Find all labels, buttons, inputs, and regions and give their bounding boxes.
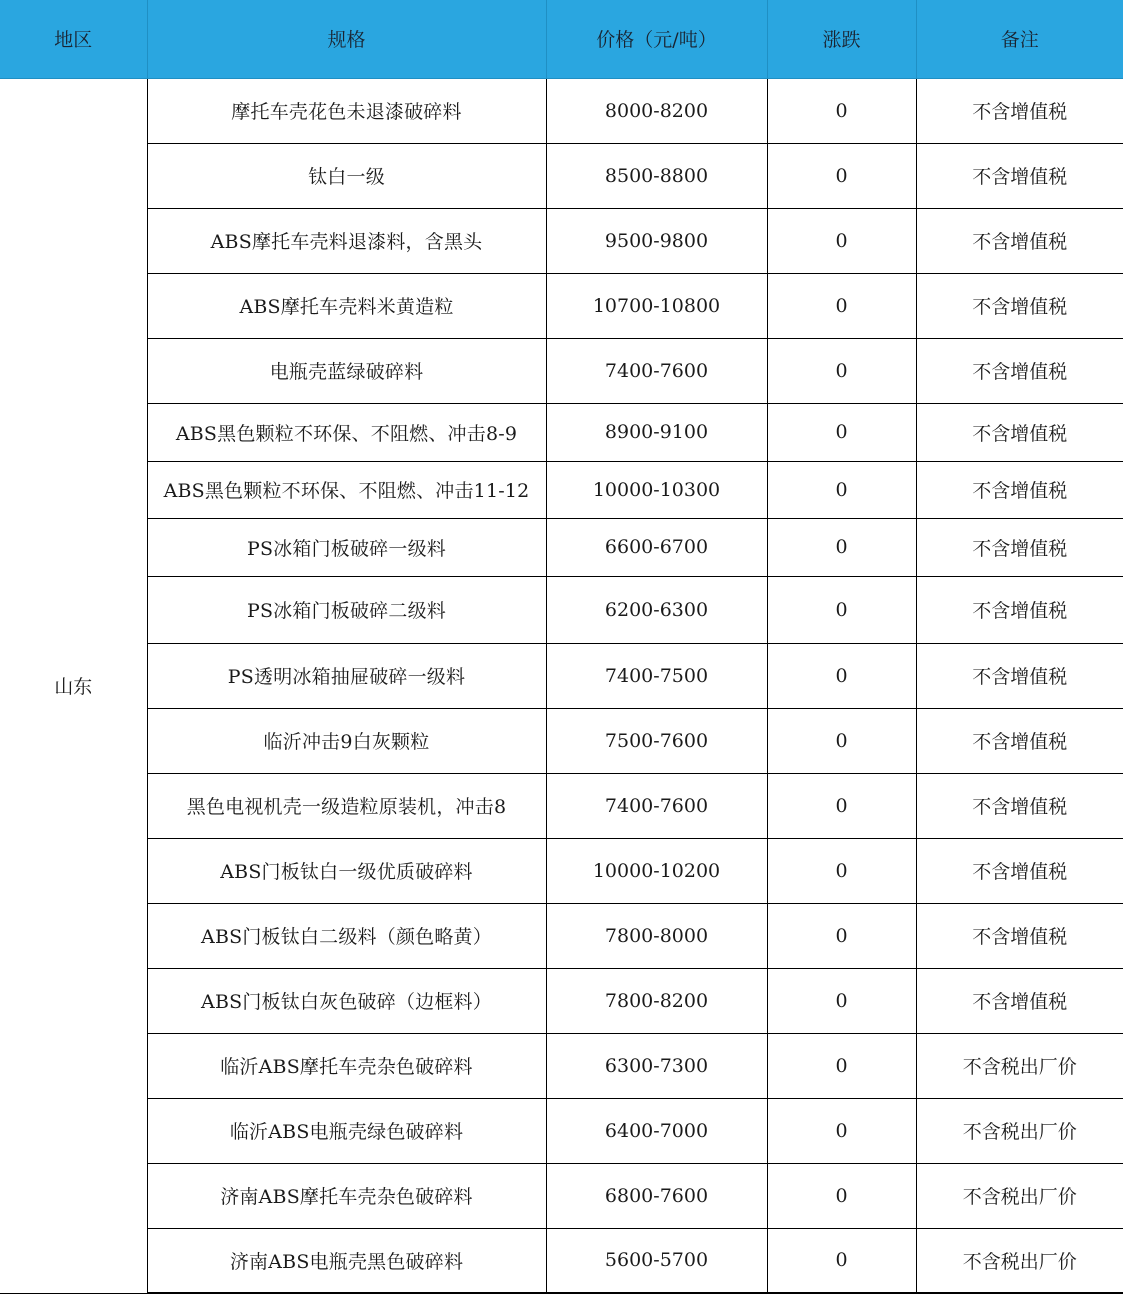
change-cell: 0 xyxy=(767,208,916,273)
price-cell: 7800-8200 xyxy=(546,968,767,1033)
price-cell: 9500-9800 xyxy=(546,208,767,273)
note-cell: 不含增值税 xyxy=(916,518,1123,576)
table-row xyxy=(0,403,1123,461)
table-row xyxy=(0,1228,1123,1293)
note-cell: 不含税出厂价 xyxy=(916,1098,1123,1163)
spec-cell: 电瓶壳蓝绿破碎料 xyxy=(147,338,546,403)
note-cell: 不含增值税 xyxy=(916,338,1123,403)
note-cell: 不含增值税 xyxy=(916,576,1123,643)
spec-cell: 摩托车壳花色未退漆破碎料 xyxy=(147,78,546,143)
note-cell: 不含增值税 xyxy=(916,208,1123,273)
spec-cell: 济南ABS摩托车壳杂色破碎料 xyxy=(147,1163,546,1228)
table-row xyxy=(0,338,1123,403)
change-cell: 0 xyxy=(767,838,916,903)
change-cell: 0 xyxy=(767,143,916,208)
header-row xyxy=(0,0,1123,78)
table-row xyxy=(0,1163,1123,1228)
change-cell: 0 xyxy=(767,708,916,773)
change-cell: 0 xyxy=(767,903,916,968)
table-row xyxy=(0,643,1123,708)
price-cell: 8500-8800 xyxy=(546,143,767,208)
change-cell: 0 xyxy=(767,403,916,461)
price-cell: 6200-6300 xyxy=(546,576,767,643)
change-cell: 0 xyxy=(767,518,916,576)
change-cell: 0 xyxy=(767,968,916,1033)
note-cell: 不含税出厂价 xyxy=(916,1228,1123,1293)
spec-cell: ABS门板钛白二级料（颜色略黄） xyxy=(147,903,546,968)
header-spec: 规格 xyxy=(147,0,546,78)
table-header xyxy=(0,0,1123,78)
change-cell: 0 xyxy=(767,461,916,518)
table-row xyxy=(0,78,1123,143)
spec-cell: PS冰箱门板破碎二级料 xyxy=(147,576,546,643)
note-cell: 不含增值税 xyxy=(916,461,1123,518)
spec-cell: ABS黑色颗粒不环保、不阻燃、冲击11-12 xyxy=(147,461,546,518)
note-cell: 不含增值税 xyxy=(916,273,1123,338)
header-region: 地区 xyxy=(0,0,147,78)
spec-cell: 临沂冲击9白灰颗粒 xyxy=(147,708,546,773)
price-cell: 7400-7600 xyxy=(546,338,767,403)
note-cell: 不含增值税 xyxy=(916,403,1123,461)
table-row xyxy=(0,708,1123,773)
table-body xyxy=(0,78,1123,1293)
spec-cell: 临沂ABS摩托车壳杂色破碎料 xyxy=(147,1033,546,1098)
price-cell: 6400-7000 xyxy=(546,1098,767,1163)
spec-cell: 临沂ABS电瓶壳绿色破碎料 xyxy=(147,1098,546,1163)
table-row xyxy=(0,838,1123,903)
spec-cell: 济南ABS电瓶壳黑色破碎料 xyxy=(147,1228,546,1293)
region-cell: 山东 xyxy=(0,78,147,1293)
price-cell: 8000-8200 xyxy=(546,78,767,143)
table-row xyxy=(0,1098,1123,1163)
table-row xyxy=(0,1033,1123,1098)
price-cell: 5600-5700 xyxy=(546,1228,767,1293)
change-cell: 0 xyxy=(767,78,916,143)
spec-cell: ABS门板钛白一级优质破碎料 xyxy=(147,838,546,903)
header-price: 价格（元/吨） xyxy=(546,0,767,78)
spec-cell: ABS门板钛白灰色破碎（边框料） xyxy=(147,968,546,1033)
change-cell: 0 xyxy=(767,338,916,403)
price-cell: 10000-10300 xyxy=(546,461,767,518)
note-cell: 不含增值税 xyxy=(916,708,1123,773)
note-cell: 不含增值税 xyxy=(916,903,1123,968)
table-row xyxy=(0,773,1123,838)
change-cell: 0 xyxy=(767,1098,916,1163)
price-cell: 7500-7600 xyxy=(546,708,767,773)
change-cell: 0 xyxy=(767,643,916,708)
table-row xyxy=(0,576,1123,643)
price-cell: 6300-7300 xyxy=(546,1033,767,1098)
price-cell: 6600-6700 xyxy=(546,518,767,576)
price-cell: 7800-8000 xyxy=(546,903,767,968)
note-cell: 不含增值税 xyxy=(916,838,1123,903)
note-cell: 不含税出厂价 xyxy=(916,1163,1123,1228)
price-cell: 10700-10800 xyxy=(546,273,767,338)
table-row xyxy=(0,273,1123,338)
price-cell: 7400-7600 xyxy=(546,773,767,838)
change-cell: 0 xyxy=(767,1033,916,1098)
change-cell: 0 xyxy=(767,576,916,643)
note-cell: 不含增值税 xyxy=(916,968,1123,1033)
header-note: 备注 xyxy=(916,0,1123,78)
price-cell: 6800-7600 xyxy=(546,1163,767,1228)
table-row xyxy=(0,208,1123,273)
spec-cell: 钛白一级 xyxy=(147,143,546,208)
spec-cell: PS冰箱门板破碎一级料 xyxy=(147,518,546,576)
price-cell: 8900-9100 xyxy=(546,403,767,461)
note-cell: 不含增值税 xyxy=(916,643,1123,708)
note-cell: 不含税出厂价 xyxy=(916,1033,1123,1098)
table-row xyxy=(0,903,1123,968)
note-cell: 不含增值税 xyxy=(916,143,1123,208)
table-row xyxy=(0,461,1123,518)
spec-cell: PS透明冰箱抽屉破碎一级料 xyxy=(147,643,546,708)
price-cell: 10000-10200 xyxy=(546,838,767,903)
table-row xyxy=(0,968,1123,1033)
spec-cell: ABS黑色颗粒不环保、不阻燃、冲击8-9 xyxy=(147,403,546,461)
change-cell: 0 xyxy=(767,1163,916,1228)
spec-cell: 黑色电视机壳一级造粒原装机，冲击8 xyxy=(147,773,546,838)
table-row xyxy=(0,518,1123,576)
table-row xyxy=(0,143,1123,208)
price-cell: 7400-7500 xyxy=(546,643,767,708)
header-change: 涨跌 xyxy=(767,0,916,78)
change-cell: 0 xyxy=(767,1228,916,1293)
change-cell: 0 xyxy=(767,773,916,838)
change-cell: 0 xyxy=(767,273,916,338)
spec-cell: ABS摩托车壳料退漆料，含黑头 xyxy=(147,208,546,273)
note-cell: 不含增值税 xyxy=(916,78,1123,143)
note-cell: 不含增值税 xyxy=(916,773,1123,838)
spec-cell: ABS摩托车壳料米黄造粒 xyxy=(147,273,546,338)
